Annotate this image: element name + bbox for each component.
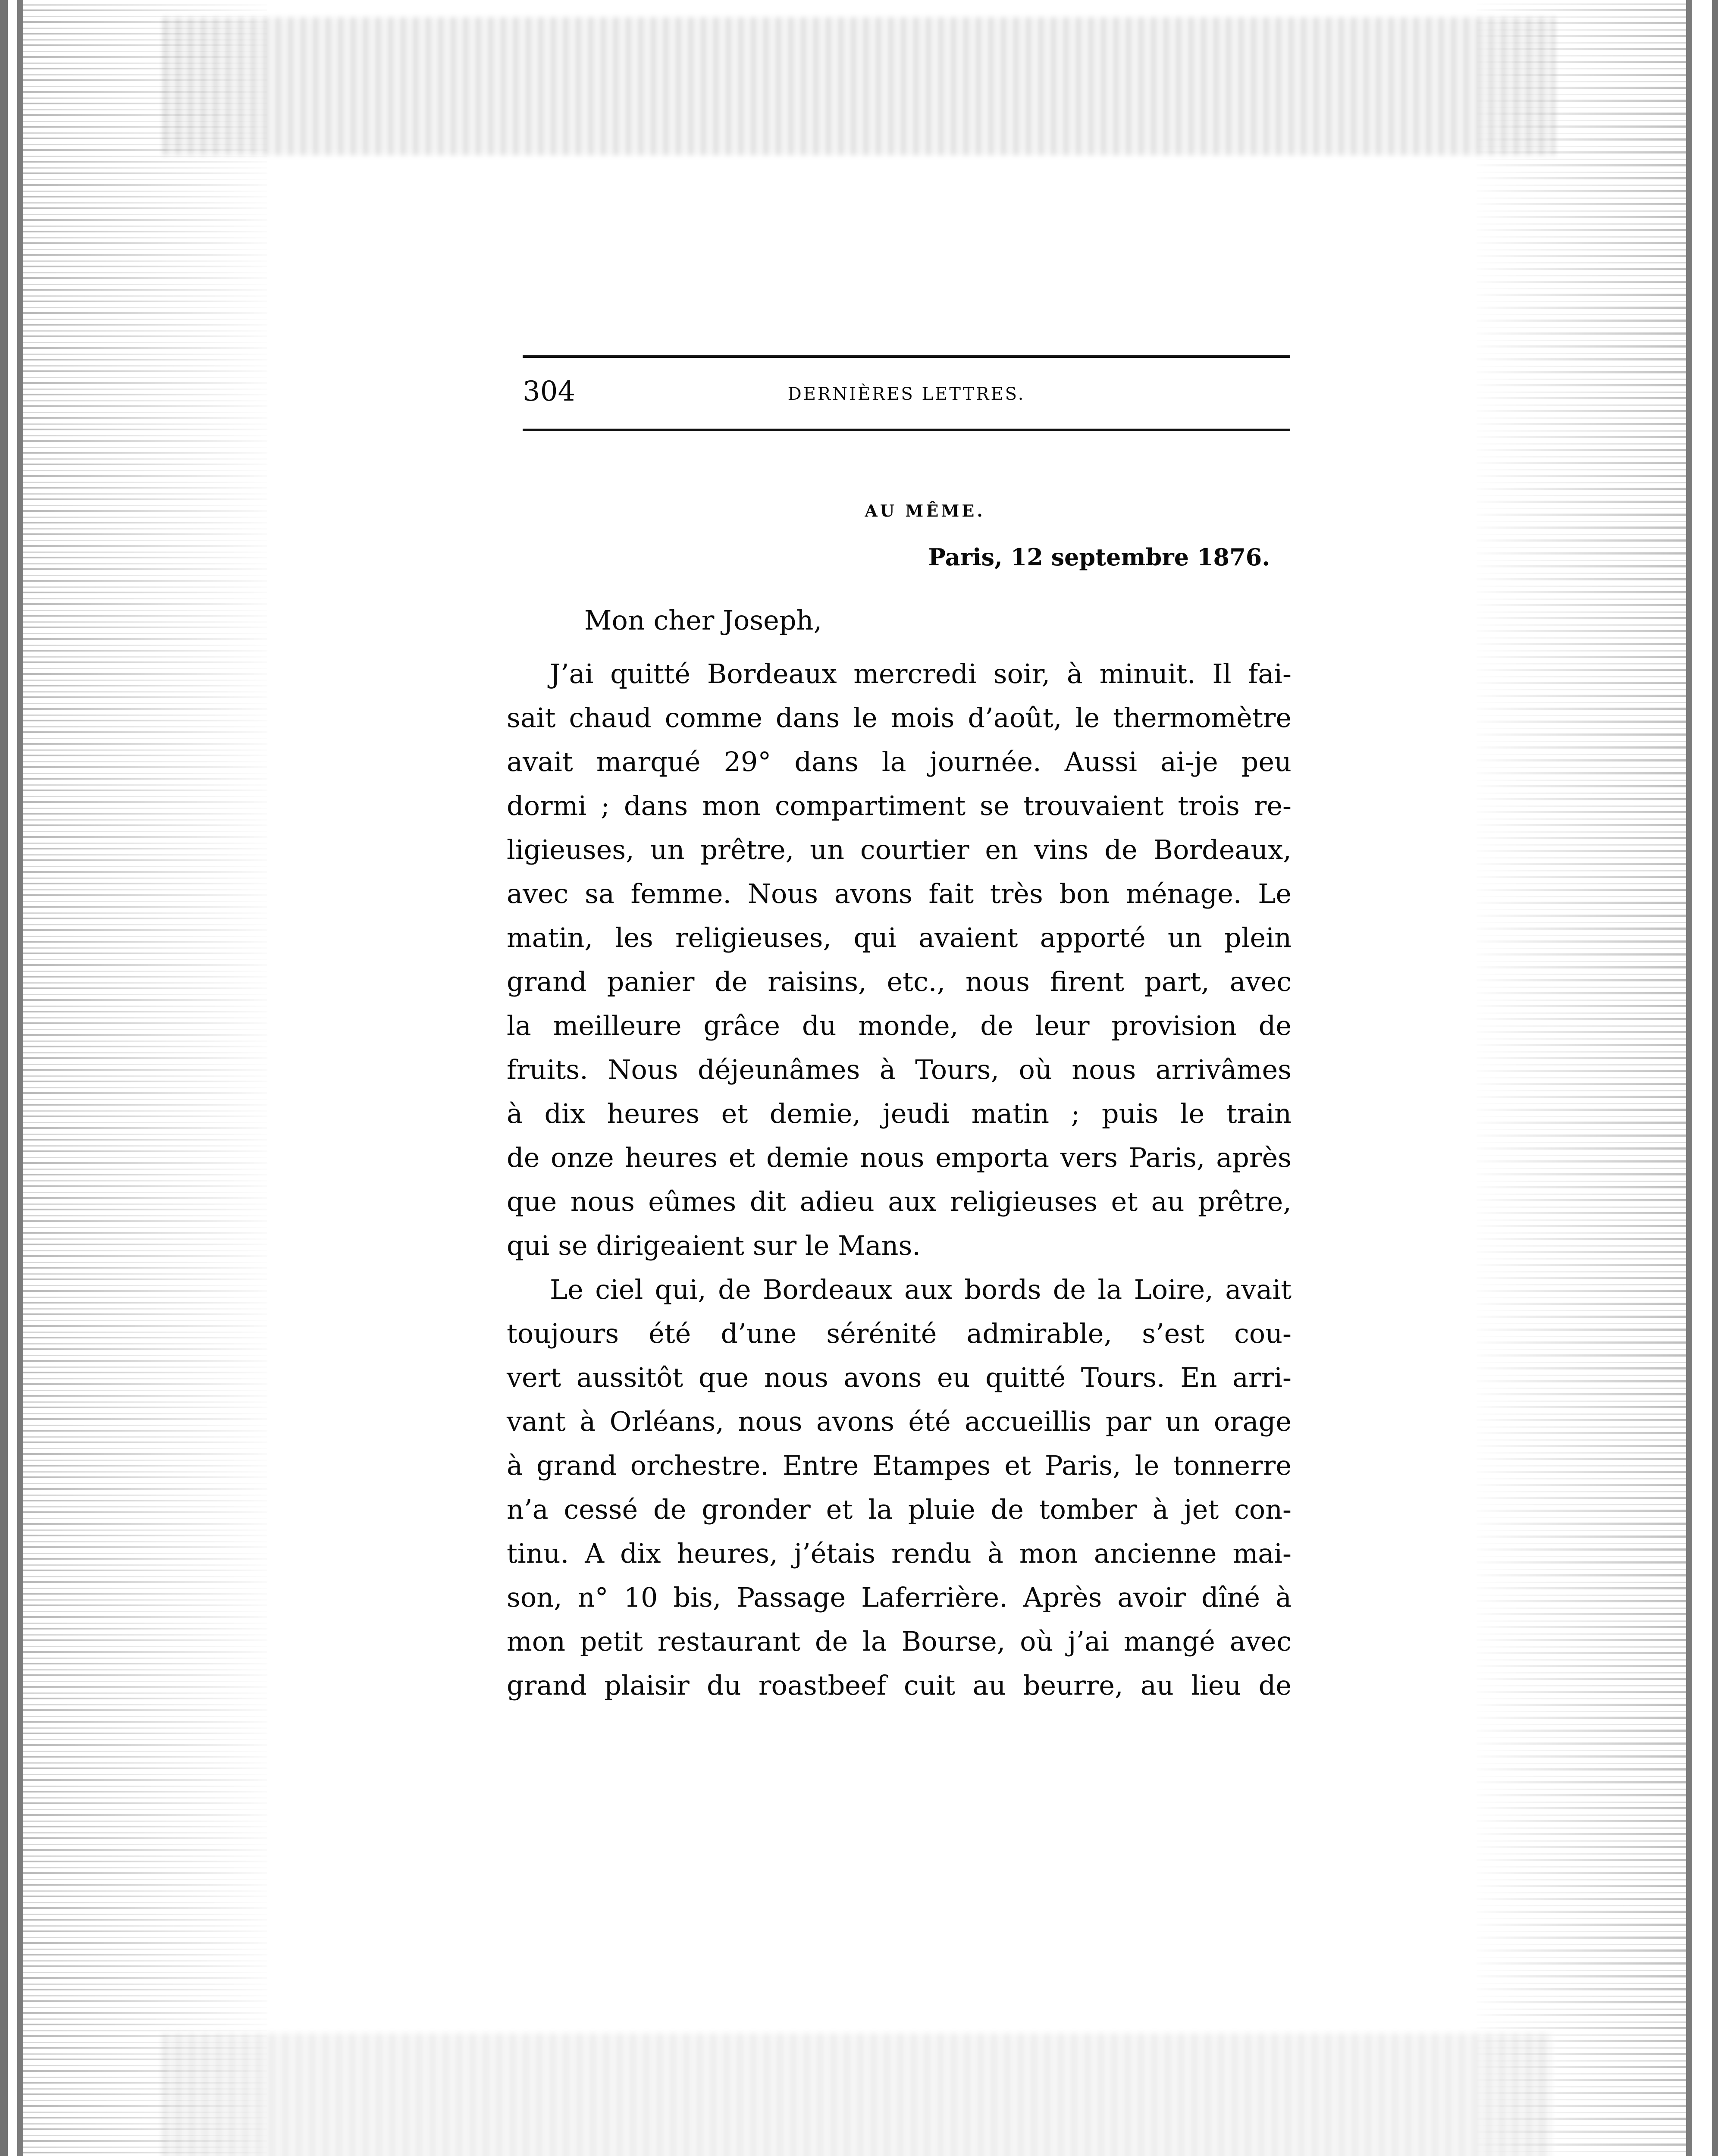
- text-line: avait marqué 29° dans la journée. Aussi ai-je peu: [507, 746, 1292, 777]
- text-line: grand panier de raisins, etc., nous firent part, avec: [507, 966, 1292, 997]
- text-line: toujours été d’une sérénité admirable, s’est cou-: [507, 1318, 1292, 1349]
- scan-edge-top: [164, 17, 1554, 155]
- page-number: 304: [523, 376, 576, 407]
- text-line: à dix heures et demie, jeudi matin ; puis le train: [507, 1098, 1292, 1129]
- scan-edge-right: [1477, 0, 1718, 2156]
- text-line: avec sa femme. Nous avons fait très bon ménage. Le: [507, 878, 1292, 909]
- scan-edge-bottom: [164, 2034, 1554, 2156]
- running-head: [523, 355, 1290, 437]
- text-line: tinu. A dix heures, j’étais rendu à mon ancienne mai-: [507, 1538, 1292, 1569]
- text-line: la meilleure grâce du monde, de leur provision de: [507, 1010, 1292, 1041]
- text-line: dormi ; dans mon compartiment se trouvaient trois re-: [507, 790, 1292, 821]
- text-line: qui se dirigeaient sur le Mans.: [507, 1230, 921, 1261]
- header-rule-top: [523, 355, 1290, 358]
- letter-heading: AU MÊME.: [865, 501, 985, 520]
- text-line: à grand orchestre. Entre Etampes et Paris, le tonnerre: [507, 1450, 1292, 1481]
- scan-edge-left: [0, 0, 267, 2156]
- header-rule-bottom: [523, 429, 1290, 431]
- text-line: grand plaisir du roastbeef cuit au beurre, au lieu de: [507, 1670, 1292, 1701]
- text-line: n’a cessé de gronder et la pluie de tomber à jet con-: [507, 1494, 1292, 1525]
- text-line: matin, les religieuses, qui avaient apporté un plein: [507, 922, 1292, 953]
- text-line: J’ai quitté Bordeaux mercredi soir, à minuit. Il fai-: [550, 658, 1292, 689]
- scan-edge-left-fade: [26, 0, 285, 2156]
- text-line: Le ciel qui, de Bordeaux aux bords de la Loire, avait: [550, 1274, 1292, 1305]
- running-title: DERNIÈRES LETTRES.: [787, 384, 1025, 404]
- text-line: mon petit restaurant de la Bourse, où j’ai mangé avec: [507, 1626, 1292, 1657]
- text-line: sait chaud comme dans le mois d’août, le thermomètre: [507, 702, 1292, 733]
- letter-body: [507, 496, 1292, 1708]
- text-line: fruits. Nous déjeunâmes à Tours, où nous arrivâmes: [507, 1054, 1292, 1085]
- paragraph-1: [507, 652, 1292, 1268]
- text-line: son, n° 10 bis, Passage Laferrière. Après avoir dîné à: [507, 1582, 1292, 1613]
- scan-edge-right-fade: [1468, 0, 1684, 2156]
- paragraph-2: [507, 1268, 1292, 1708]
- letter-date: Paris, 12 septembre 1876.: [928, 543, 1270, 571]
- text-line: ligieuses, un prêtre, un courtier en vins de Bordeaux,: [507, 834, 1292, 865]
- text-line: que nous eûmes dit adieu aux religieuses et au prêtre,: [507, 1186, 1292, 1217]
- text-line: de onze heures et demie nous emporta vers Paris, après: [507, 1142, 1292, 1173]
- letter-greeting: Mon cher Joseph,: [584, 605, 822, 636]
- text-line: vert aussitôt que nous avons eu quitté Tours. En arri-: [507, 1362, 1292, 1393]
- text-line: vant à Orléans, nous avons été accueillis par un orage: [507, 1406, 1292, 1437]
